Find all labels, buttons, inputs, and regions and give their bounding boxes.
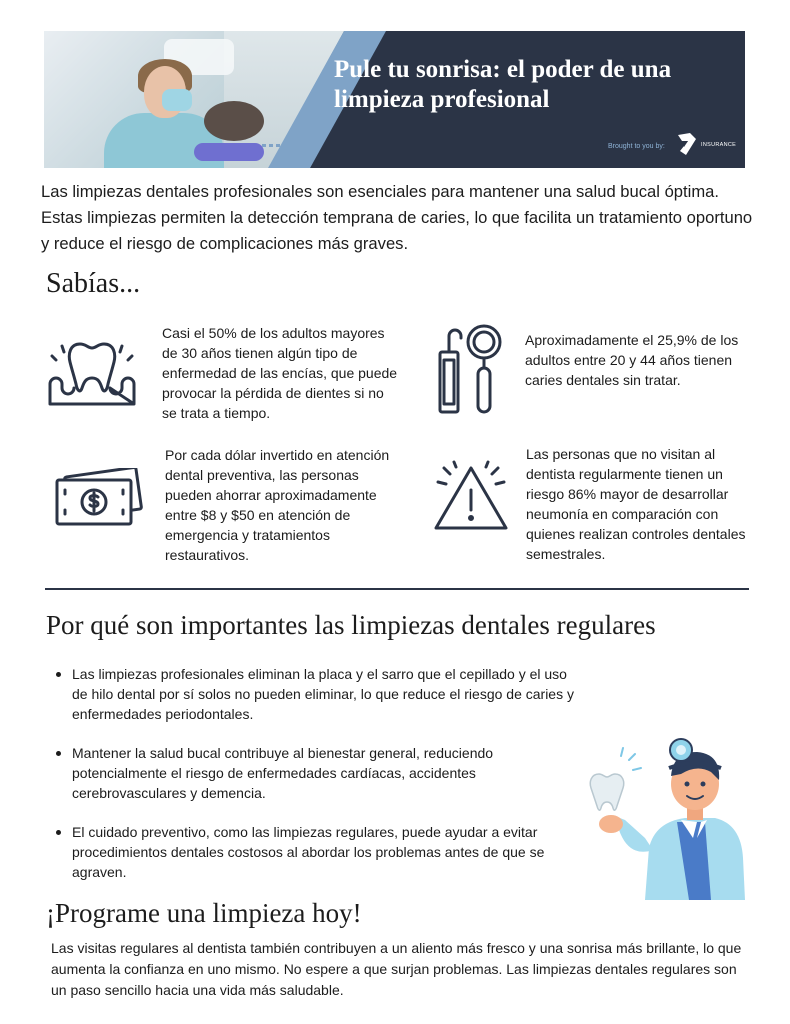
- intro-paragraph: Las limpiezas dentales profesionales son esenciales para mantener una salud bucal óptima. Estas limpiezas permiten la detección temprana de caries, lo que facilita un tratamiento oportuno y reduce el riesgo de complicaciones más graves.: [41, 182, 753, 253]
- list-item: Mantener la salud bucal contribuye al bienestar general, reduciendo potencialmente el riesgo de enfermedades cardíacas, accidentes cerebrovasculares y demencia.: [54, 743, 584, 803]
- fact-gum-disease: Casi el 50% de los adultos mayores de 30 años tienen algún tipo de enfermedad de las encías, que puede provocar la pérdida de dientes si no se trata a tiempo.: [162, 325, 398, 421]
- did-you-know-heading: Sabías...: [46, 268, 141, 299]
- dental-tools-icon: [434, 320, 506, 418]
- fact-untreated-caries: Aproximadamente el 25,9% de los adultos entre 20 y 44 años tienen caries dentales sin tratar.: [525, 332, 739, 388]
- page-title: Pule tu sonrisa: el poder de una limpieza profesional: [334, 56, 672, 113]
- insurance-logo-icon: [676, 131, 698, 157]
- fact-pneumonia-risk: Las personas que no visitan al dentista regularmente tienen un riesgo 86% mayor de desarrollar neumonía en comparación con quienes realizan controles dentales semestrales.: [526, 446, 746, 562]
- money-icon: [53, 468, 143, 528]
- list-item: Las limpiezas profesionales eliminan la placa y el sarro que el cepillado y el uso de hilo dental por sí solos no pueden eliminar, lo que reduce el riesgo de caries y enfermedades periodontales.: [54, 664, 584, 724]
- brought-by-label: Brought to you by:: [608, 143, 665, 150]
- schedule-heading: ¡Programe una limpieza hoy!: [46, 898, 362, 928]
- fact-preventive-savings: Por cada dólar invertido en atención dental preventiva, las personas pueden ahorrar aproximadamente entre $8 y $50 en atención de emergencia y tratamientos restaurativos.: [165, 447, 390, 563]
- section-divider: [45, 588, 749, 590]
- benefits-list: [54, 664, 584, 901]
- decorative-dots: [262, 144, 301, 147]
- dentist-illustration: [585, 738, 745, 900]
- tooth-icon: [44, 334, 140, 410]
- header-banner: [44, 31, 745, 168]
- warning-icon: [430, 460, 512, 532]
- logo-text: INSURANCE: [701, 142, 737, 148]
- why-heading: Por qué son importantes las limpiezas dentales regulares: [46, 610, 656, 640]
- closing-paragraph: Las visitas regulares al dentista también contribuyen a un aliento más fresco y una sonrisa más brillante, lo que aumenta la confianza en uno mismo. No espere a que surjan problemas. Las limpiezas dentales regulares son un paso sencillo hacia una vida más saludable.: [51, 940, 742, 998]
- list-item: El cuidado preventivo, como las limpiezas regulares, puede ayudar a evitar procedimientos dentales costosos al abordar los problemas antes de que se agraven.: [54, 822, 584, 882]
